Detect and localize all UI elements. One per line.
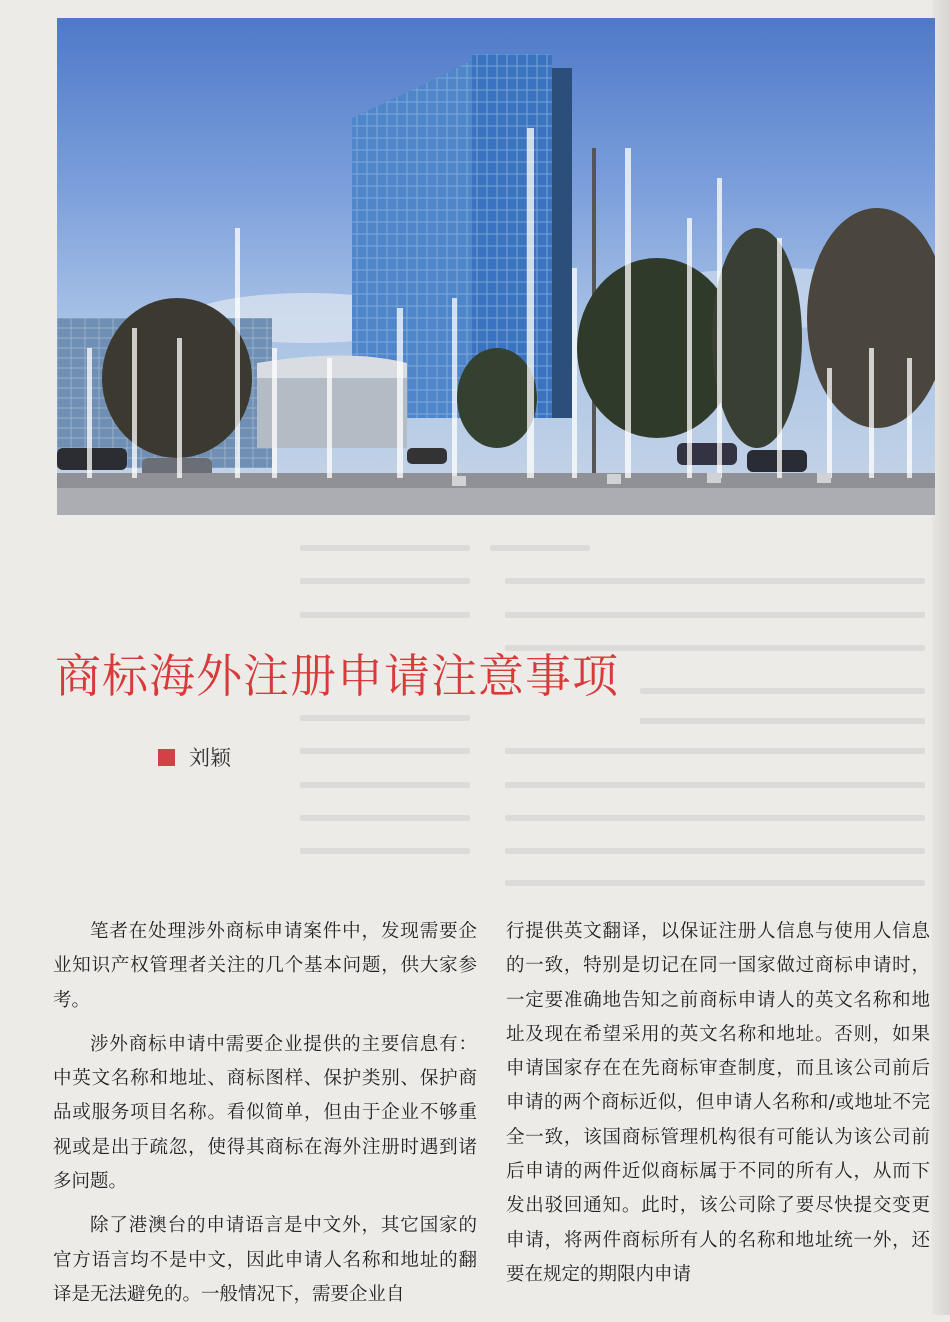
building-fountain-photo-icon — [57, 18, 935, 515]
body-column-right — [506, 915, 930, 1302]
paragraph: 行提供英文翻译，以保证注册人信息与使用人信息的一致，特别是切记在同一国家做过商标申请时，一定要准确地告知之前商标申请人的英文名称和地址及现在希望采用的英文名称和地址。否则，如果申请国家存在在先商标审查制度，而且该公司前后申请的两个商标近似，但申请人名称和/或地址不完全一致，该国商标管理机构很有可能认为该公司前后申请的两件近似商标属于不同的所有人，从而下发出驳回通知。此时，该公司除了要尽快提交变更申请，将两件商标所有人的名称和地址统一外，还要在规定的期限内申请 — [506, 921, 930, 1285]
author-name: 刘颖 — [189, 746, 231, 770]
paragraph: 除了港澳台的申请语言是中文外，其它国家的官方语言均不是中文，因此申请人名称和地址的翻译是无法避免的。一般情况下，需要企业自 — [53, 1215, 477, 1305]
author-byline — [158, 742, 231, 772]
paragraph: 涉外商标申请中需要企业提供的主要信息有：中英文名称和地址、商标图样、保护类别、保护商品或服务项目名称。看似简单，但由于企业不够重视或是出于疏忽，使得其商标在海外注册时遇到诸多问题。 — [53, 1033, 477, 1193]
author-marker-icon — [158, 749, 175, 766]
article-title: 商标海外注册申请注意事项 — [55, 649, 619, 703]
body-column-left — [53, 915, 477, 1322]
header-photo — [57, 18, 935, 515]
paragraph: 笔者在处理涉外商标申请案件中，发现需要企业知识产权管理者关注的几个基本问题，供大家参考。 — [53, 921, 477, 1011]
